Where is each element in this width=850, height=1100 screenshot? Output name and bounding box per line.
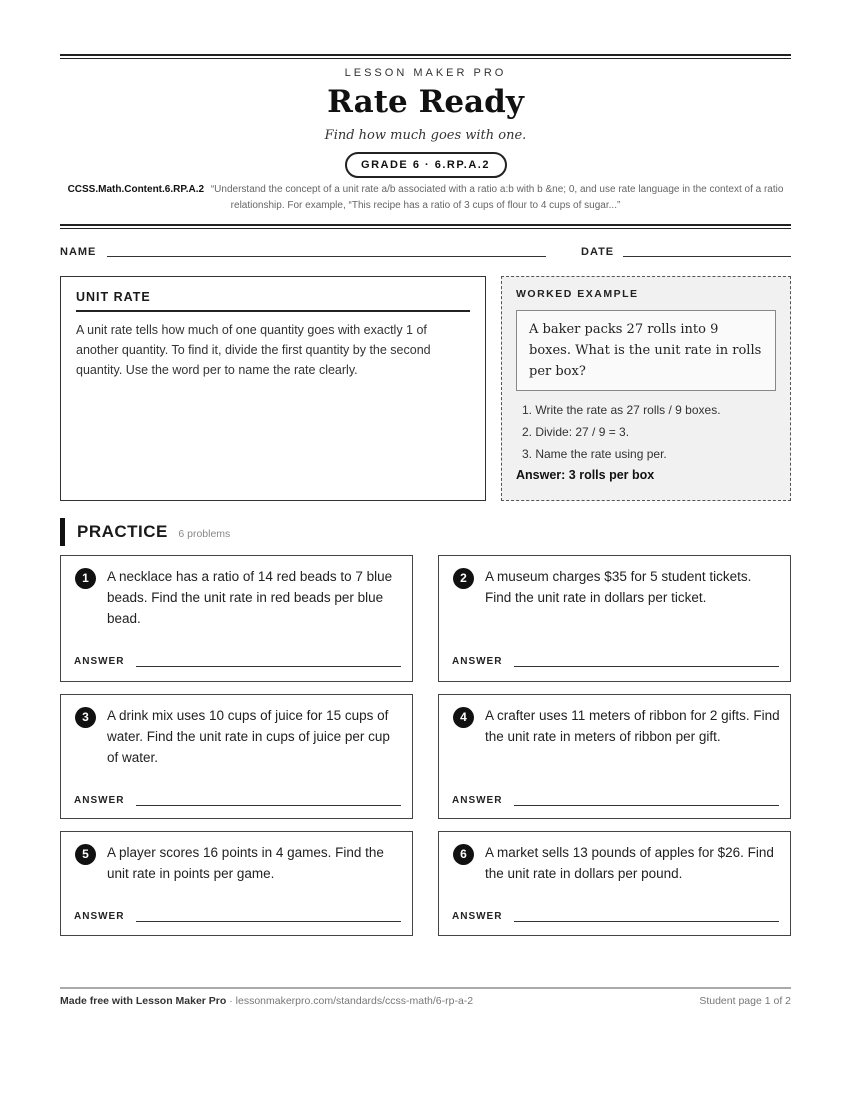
standard-text: “Understand the concept of a unit rate a/b associated with a ratio a:b with b &ne; 0, and use rate language in the context of a ratio relationship. For example, “This recipe has a ratio of 3 cups of flour to 4 cups of sugar...” <box>210 184 784 211</box>
top-rule <box>60 54 791 59</box>
worked-example-problem: A baker packs 27 rolls into 9 boxes. What is the unit rate in rolls per box? <box>516 310 776 391</box>
worked-step: 2. Divide: 27 / 9 = 3. <box>522 425 630 439</box>
worksheet-page <box>60 0 791 1100</box>
footer-rule <box>60 987 791 989</box>
worked-example-steps <box>516 399 776 465</box>
problem-text: A drink mix uses 10 cups of juice for 15 cups of water. Find the unit rate in cups of juice per cup of water. <box>107 708 390 765</box>
name-date-row <box>60 244 791 260</box>
page-subtitle: Find how much goes with one. <box>324 128 527 143</box>
footer-made-with: Made free with Lesson Maker Pro <box>60 995 227 1007</box>
problem-text: A crafter uses 11 meters of ribbon for 2 gifts. Find the unit rate in meters of ribbon per gift. <box>485 708 780 744</box>
problem-text: A museum charges $35 for 5 student tickets. Find the unit rate in dollars per ticket. <box>485 569 752 605</box>
unit-rate-box <box>60 276 486 501</box>
answer-line[interactable] <box>514 666 779 667</box>
problem-card-4 <box>438 694 791 819</box>
problem-text: A necklace has a ratio of 14 red beads to 7 blue beads. Find the unit rate in red beads per blue bead. <box>107 569 393 626</box>
worked-example-answer: Answer: 3 rolls per box <box>516 468 655 482</box>
unit-rate-heading: UNIT RATE <box>76 290 470 312</box>
worked-example-box <box>501 276 791 501</box>
problem-number-badge: 6 <box>453 844 474 865</box>
grade-badge: GRADE 6 · 6.RP.A.2 <box>345 152 507 178</box>
answer-line[interactable] <box>136 805 401 806</box>
date-label: DATE <box>581 246 615 258</box>
problem-card-1 <box>60 555 413 682</box>
problem-number-badge: 1 <box>75 568 96 589</box>
worked-step: 1. Write the rate as 27 rolls / 9 boxes. <box>522 403 721 417</box>
date-line[interactable] <box>623 256 791 257</box>
problem-card-6 <box>438 831 791 936</box>
footer-page-number: Student page 1 of 2 <box>699 995 791 1007</box>
problem-text: A player scores 16 points in 4 games. Find the unit rate in points per game. <box>107 845 384 881</box>
answer-label: ANSWER <box>452 911 503 922</box>
answer-line[interactable] <box>514 805 779 806</box>
standard-code: CCSS.Math.Content.6.RP.A.2 <box>67 184 205 195</box>
brand-name: LESSON MAKER PRO <box>344 67 507 79</box>
footer-credit <box>60 995 473 1007</box>
standard-description <box>60 182 791 214</box>
footer-url[interactable]: · lessonmakerpro.com/standards/ccss-math/6-rp-a-2 <box>226 995 474 1007</box>
unit-rate-text: A unit rate tells how much of one quantity goes with exactly 1 of another quantity. To find it, divide the first quantity by the second quantity. Use the word per to name the rate clearly. <box>76 323 431 377</box>
page-title: Rate Ready <box>327 84 524 120</box>
answer-label: ANSWER <box>452 656 503 667</box>
answer-line[interactable] <box>136 666 401 667</box>
problem-card-3 <box>60 694 413 819</box>
practice-heading <box>60 518 230 546</box>
worked-step: 3. Name the rate using per. <box>522 447 667 461</box>
problem-number-badge: 4 <box>453 707 474 728</box>
practice-title: PRACTICE <box>77 522 168 541</box>
name-line[interactable] <box>107 256 546 257</box>
practice-count: 6 problems <box>178 528 231 540</box>
answer-label: ANSWER <box>74 656 125 667</box>
problem-number-badge: 2 <box>453 568 474 589</box>
answer-line[interactable] <box>136 921 401 922</box>
problem-card-5 <box>60 831 413 936</box>
problem-text: A market sells 13 pounds of apples for $26. Find the unit rate in dollars per pound. <box>485 845 774 881</box>
answer-line[interactable] <box>514 921 779 922</box>
header-bottom-rule <box>60 224 791 229</box>
problem-number-badge: 3 <box>75 707 96 728</box>
problem-card-2 <box>438 555 791 682</box>
answer-label: ANSWER <box>452 795 503 806</box>
worked-example-heading: WORKED EXAMPLE <box>516 288 639 300</box>
problem-number-badge: 5 <box>75 844 96 865</box>
name-label: NAME <box>60 246 97 258</box>
answer-label: ANSWER <box>74 911 125 922</box>
answer-label: ANSWER <box>74 795 125 806</box>
